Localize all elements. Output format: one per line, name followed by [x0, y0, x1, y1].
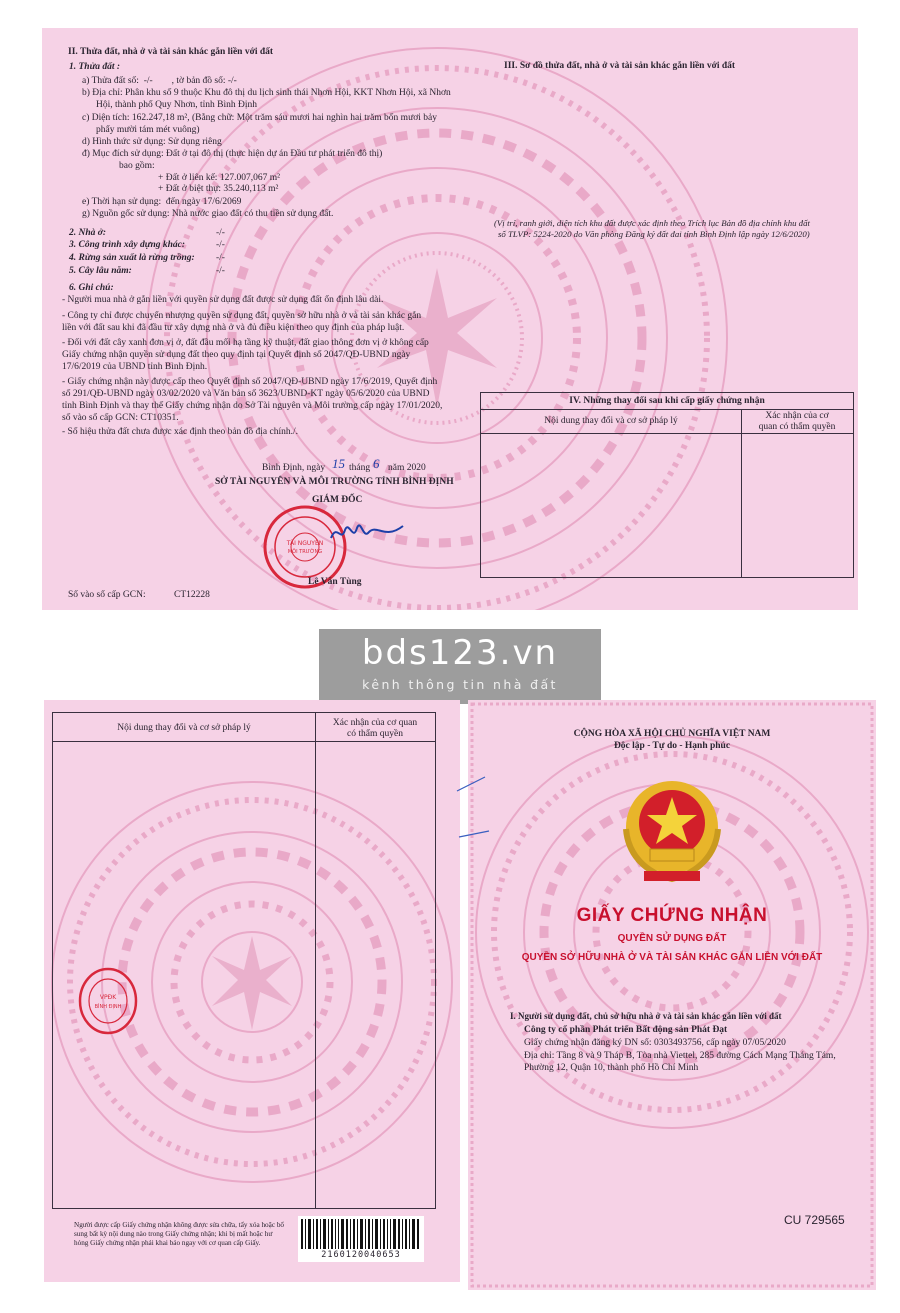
- section-3-title: III. Sơ đồ thửa đất, nhà ở và tài sản khác gắn liền với đất: [504, 61, 736, 71]
- note-3b: Giấy chứng nhận quyền sử dụng đất theo quy định tại Quyết định số 2047/QĐ-UBND ngày: [62, 350, 411, 360]
- barcode-number: 2160120040653: [321, 1250, 401, 1260]
- issue-day: 15: [332, 456, 345, 471]
- note-2a: - Công ty chỉ được chuyển nhượng quyền sử dụng đất, quyền sở hữu nhà ở và tài sản khác gắn: [62, 311, 422, 321]
- business-registration: Giấy chứng nhận đăng ký DN số: 0303493756, cấp ngày 07/05/2020: [524, 1038, 786, 1048]
- registry-stamp: [78, 966, 140, 1036]
- issue-year: năm 2020: [388, 463, 426, 473]
- certificate-cover-page: [468, 700, 876, 1290]
- purpose-row-a: + Đất ở liên kế: 127.007,067 m²: [158, 173, 280, 183]
- pen-mark: [455, 765, 495, 845]
- watermark-tagline: kênh thông tin nhà đất: [362, 677, 558, 692]
- svg-text:VPĐK: VPĐK: [99, 994, 117, 1001]
- item-perennial-value: -/-: [216, 266, 225, 276]
- note-1: - Người mua nhà ở gắn liền với quyền sử dụng đất được sử dụng đất ổn định lâu dài.: [62, 295, 384, 305]
- item-forest-label: 4. Rừng sản xuất là rừng trồng:: [69, 253, 195, 263]
- land-origin: g) Nguồn gốc sử dụng: Nhà nước giao đất có thu tiền sử dụng đất.: [82, 209, 334, 219]
- item-construction-label: 3. Công trình xây dựng khác:: [69, 240, 186, 250]
- watermark-brand: bds123.vn: [361, 633, 559, 673]
- column-confirm-header-2: quan có thẩm quyền: [758, 422, 836, 432]
- column-confirm-header-2: có thẩm quyền: [347, 729, 403, 739]
- registry-number: CT12228: [174, 590, 210, 600]
- owner-address-2: Phường 12, Quận 10, thành phố Hồ Chí Minh: [524, 1063, 699, 1073]
- site-watermark: [319, 629, 601, 704]
- note-4c: tỉnh Bình Định và thay thế Giấy chứng nhận do Sở Tài nguyên và Môi trường cấp ngày 17/01/2020,: [62, 401, 443, 411]
- item-perennial-label: 5. Cây lâu năm:: [69, 266, 132, 276]
- area-line-1: c) Diện tích: 162.247,18 m², (Bằng chữ: Một trăm sáu mươi hai nghìn hai trăm bốn mươi bảy: [82, 113, 437, 123]
- national-emblem: [616, 775, 728, 887]
- section-1-title: I. Người sử dụng đất, chủ sở hữu nhà ở và tài sản khác gắn liền với đất: [510, 1011, 782, 1021]
- svg-text:TÀI NGUYÊN: TÀI NGUYÊN: [286, 540, 324, 547]
- certificate-title: GIẤY CHỨNG NHẬN: [576, 905, 768, 926]
- address-line-2: Hội, thành phố Quy Nhơn, tỉnh Bình Định: [96, 100, 257, 110]
- use-term: e) Thời hạn sử dụng: đến ngày 17/6/2069: [82, 197, 242, 207]
- footer-warning-2: sung bất kỳ nội dung nào trong Giấy chứng nhận; khi bị mất hoặc hư: [74, 1230, 273, 1238]
- barcode-bars: [301, 1219, 421, 1249]
- changes-table-title-row: [481, 393, 853, 410]
- item-forest-value: -/-: [216, 253, 225, 263]
- section-2-title: II. Thửa đất, nhà ở và tài sản khác gắn liền với đất: [68, 47, 274, 57]
- footer-warning-3: hỏng Giấy chứng nhận phải khai báo ngay với cơ quan cấp Giấy.: [74, 1239, 261, 1247]
- certificate-subtitle-1: QUYỀN SỬ DỤNG ĐẤT: [617, 933, 727, 944]
- nation-name: CỘNG HÒA XÃ HỘI CHỦ NGHĨA VIỆT NAM: [573, 729, 771, 739]
- parcel-number: a) Thửa đất số: -/- , tờ bản đồ số: -/-: [82, 76, 237, 86]
- item-house-label: 2. Nhà ở:: [69, 228, 107, 238]
- issue-month-label: tháng: [349, 463, 371, 473]
- owner-company: Công ty cổ phần Phát triển Bất động sản Phát Đạt: [524, 1025, 728, 1035]
- note-3c: 17/6/2019 của UBND tỉnh Bình Định.: [62, 362, 208, 372]
- column-divider: [741, 410, 742, 577]
- registry-label: Số vào sổ cấp GCN:: [68, 590, 146, 600]
- section-4-title: IV. Những thay đổi sau khi cấp giấy chứng nhận: [569, 396, 765, 406]
- owner-address-1: Địa chỉ: Tầng 8 và 9 Tháp B, Tòa nhà Viettel, 285 đường Cách Mạng Tháng Tám,: [524, 1051, 836, 1061]
- note-4d: số vào sổ cấp GCN: CT10351.: [62, 413, 179, 423]
- issuing-authority: SỞ TÀI NGUYÊN VÀ MÔI TRƯỜNG TỈNH BÌNH ĐỊNH: [215, 477, 454, 487]
- column-divider: [315, 713, 316, 1208]
- certificate-page-back: [42, 28, 858, 610]
- column-content-header: Nội dung thay đổi và cơ sở pháp lý: [117, 723, 251, 733]
- director-signature: [327, 518, 407, 548]
- note-4b: số 291/QĐ-UBND ngày 03/02/2020 và Văn bản số 3623/UBND-KT ngày 05/6/2020 của UBND: [62, 389, 430, 399]
- national-motto: Độc lập - Tự do - Hạnh phúc: [613, 741, 731, 751]
- certificate-page-changes: [44, 700, 460, 1282]
- item-construction-value: -/-: [216, 240, 225, 250]
- area-line-2: phẩy mười tám mét vuông): [96, 125, 200, 135]
- column-confirm-header-1: Xác nhận của cơ quan: [332, 718, 418, 728]
- issue-date-prefix: Bình Định, ngày: [262, 463, 326, 473]
- certificate-serial: CU 729565: [784, 1213, 845, 1227]
- column-content-header: Nội dung thay đổi và cơ sở pháp lý: [544, 416, 678, 426]
- map-note-1: (Vị trí, ranh giới, diện tích khu đất được xác định theo Trích lục Bản đồ địa chính khu đất: [494, 218, 810, 228]
- column-confirm-header-1: Xác nhận của cơ: [765, 411, 829, 421]
- certificate-subtitle-2: QUYỀN SỞ HỮU NHÀ Ở VÀ TÀI SẢN KHÁC GẮN LIỀN VỚI ĐẤT: [521, 952, 823, 963]
- item-house-value: -/-: [216, 228, 225, 238]
- note-4a: - Giấy chứng nhận này được cấp theo Quyết định số 2047/QĐ-UBND ngày 17/6/2019, Quyết định: [62, 377, 438, 387]
- note-2b: liền với đất sau khi đã đầu tư xây dựng nhà ở và đủ điều kiện theo quy định của pháp luật.: [62, 323, 405, 333]
- note-3a: - Đối với đất cây xanh đơn vị ở, đất đầu mối hạ tầng kỹ thuật, đất giao thông đơn vị ở không cấp: [62, 338, 429, 348]
- changes-table-full: [52, 712, 436, 1209]
- svg-text:MÔI TRƯỜNG: MÔI TRƯỜNG: [287, 549, 323, 555]
- director-title: GIÁM ĐỐC: [312, 495, 363, 505]
- use-form: d) Hình thức sử dụng: Sử dụng riêng: [82, 137, 222, 147]
- includes-label: bao gồm:: [119, 161, 155, 171]
- use-purpose: đ) Mục đích sử dụng: Đất ở tại đô thị (thực hiện dự án Đầu tư phát triển đô thị): [82, 149, 383, 159]
- note-5: - Số hiệu thửa đất chưa được xác định theo bản đồ địa chính./.: [62, 427, 299, 437]
- notes-heading: 6. Ghi chú:: [69, 283, 114, 293]
- barcode: [298, 1216, 424, 1262]
- changes-table: [480, 392, 854, 578]
- land-heading: 1. Thửa đất :: [69, 62, 121, 72]
- signer-name: Lê Văn Tùng: [308, 577, 362, 587]
- map-note-2: số TLVP: 5224-2020 do Văn phòng Đăng ký đất đai tỉnh Bình Định lập ngày 12/6/2020): [498, 229, 810, 239]
- svg-text:BÌNH ĐỊNH: BÌNH ĐỊNH: [94, 1004, 122, 1010]
- address-line-1: b) Địa chỉ: Phân khu số 9 thuộc Khu đô thị du lịch sinh thái Nhơn Hội, KKT Nhơn Hội, xã Nhơn: [82, 88, 451, 98]
- purpose-row-b: + Đất ở biệt thự: 35.240,113 m²: [158, 184, 279, 194]
- footer-warning-1: Người được cấp Giấy chứng nhận không được sửa chữa, tẩy xóa hoặc bổ: [74, 1221, 285, 1229]
- issue-month: 6: [373, 456, 380, 471]
